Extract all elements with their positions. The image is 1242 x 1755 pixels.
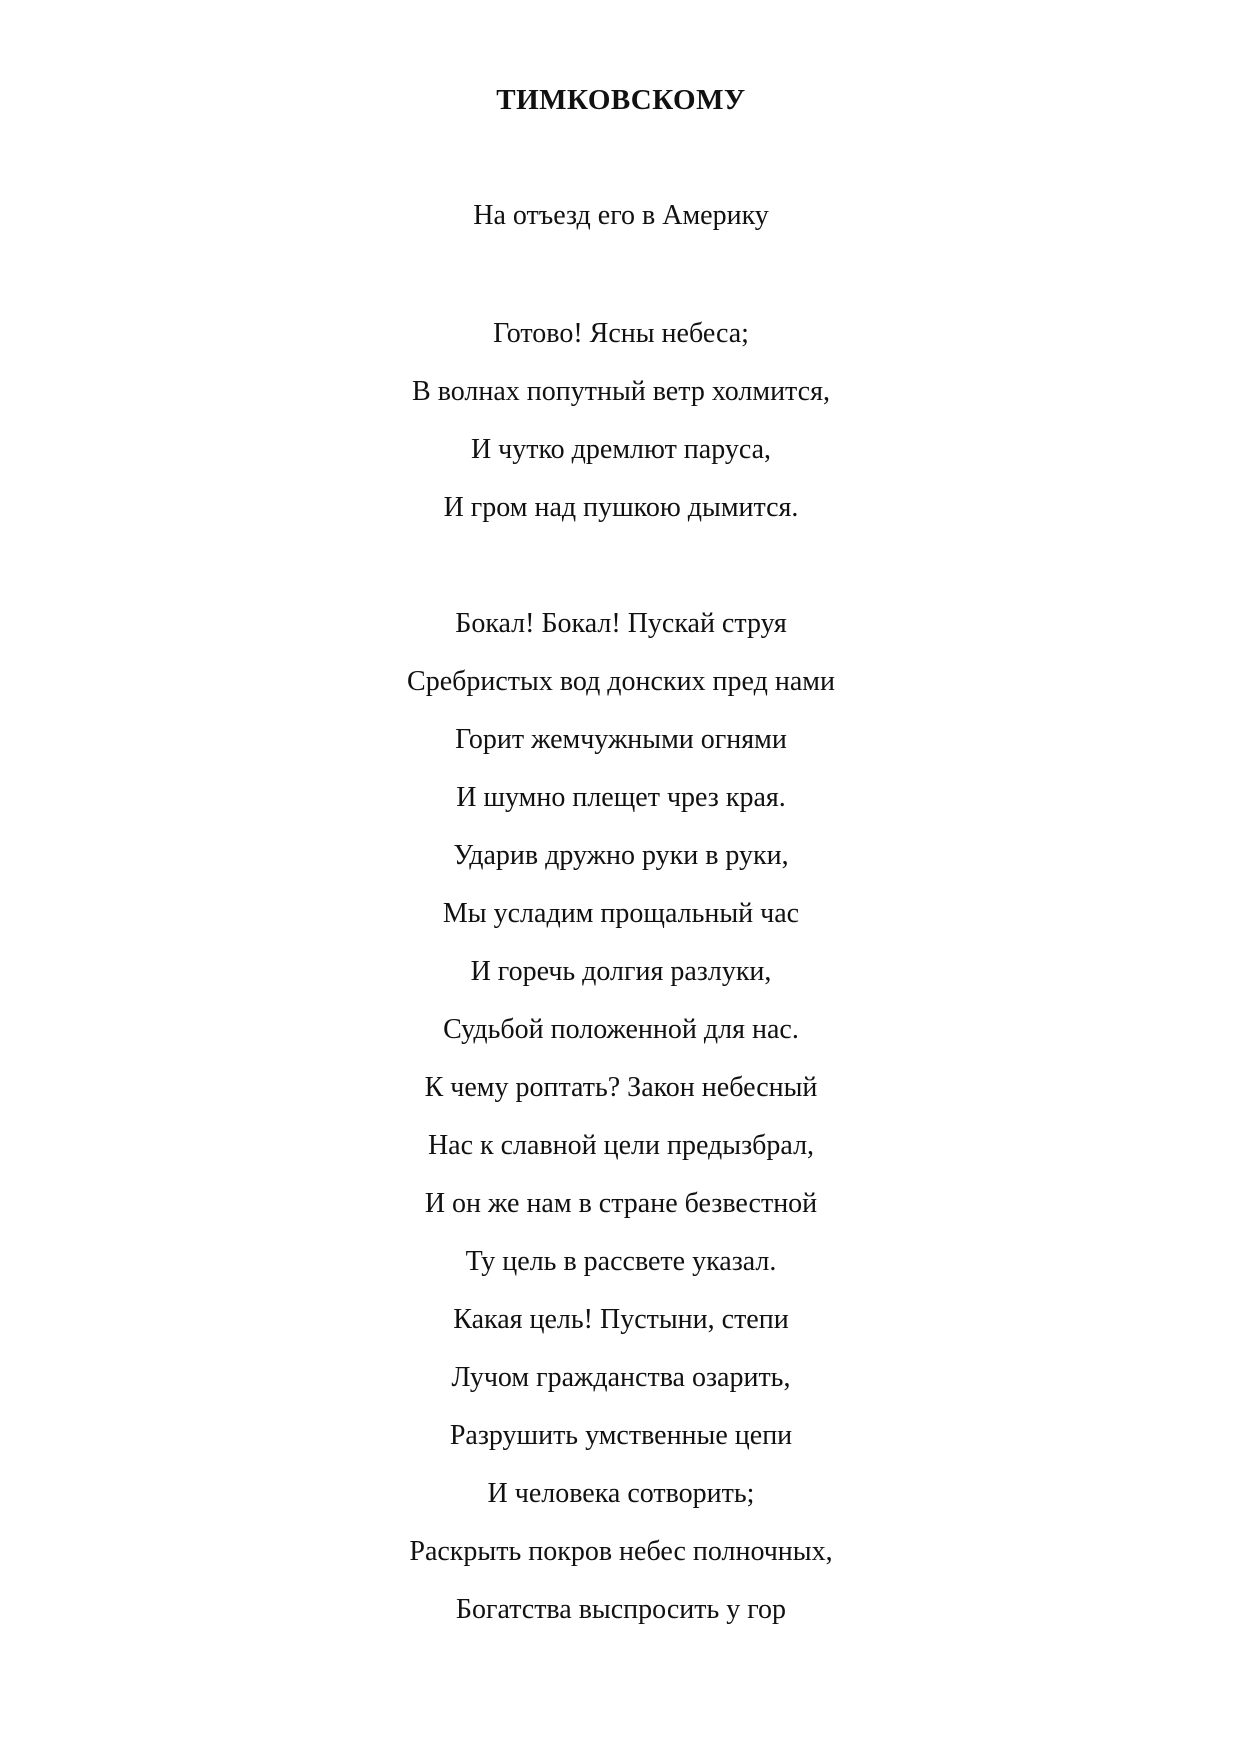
poem-line: Нас к славной цели предызбрал, bbox=[427, 1130, 815, 1161]
stanza-2 bbox=[0, 606, 1242, 1650]
poem-line: Какая цель! Пустыни, степи bbox=[453, 1304, 789, 1335]
poem-line: Ту цель в рассвете указал. bbox=[465, 1246, 777, 1277]
poem-line: Раскрыть покров небес полночных, bbox=[409, 1536, 833, 1567]
poem-line: Богатства выспросить у гор bbox=[455, 1594, 787, 1625]
poem-line: Сребристых вод донских пред нами bbox=[407, 666, 835, 697]
poem-line: И чутко дремлют паруса, bbox=[470, 434, 772, 465]
poem-line: И гром над пушкою дымится. bbox=[443, 492, 799, 523]
poem-line: Разрушить умственные цепи bbox=[449, 1420, 793, 1451]
stanza-1 bbox=[0, 316, 1242, 548]
poem-line: В волнах попутный ветр холмится, bbox=[412, 376, 830, 407]
poem-line: Мы усладим прощальный час bbox=[442, 898, 800, 929]
poem-line: Бокал! Бокал! Пускай струя bbox=[455, 608, 787, 639]
poem-subtitle: На отъезд его в Америку bbox=[473, 200, 769, 231]
poem-line: И шумно плещет чрез края. bbox=[456, 782, 786, 813]
poem-title: ТИМКОВСКОМУ bbox=[496, 84, 746, 116]
poem-line: И горечь долгия разлуки, bbox=[470, 956, 772, 987]
poem-line: Горит жемчужными огнями bbox=[455, 724, 787, 755]
poem-line: Готово! Ясны небеса; bbox=[493, 318, 749, 349]
poem-line: Ударив дружно руки в руки, bbox=[453, 840, 789, 871]
poem-line: И человека сотворить; bbox=[487, 1478, 755, 1509]
poem-line: К чему роптать? Закон небесный bbox=[424, 1072, 818, 1103]
poem-line: И он же нам в стране безвестной bbox=[424, 1188, 818, 1219]
poem-line: Судьбой положенной для нас. bbox=[443, 1014, 799, 1045]
poem-line: Лучом гражданства озарить, bbox=[451, 1362, 791, 1393]
